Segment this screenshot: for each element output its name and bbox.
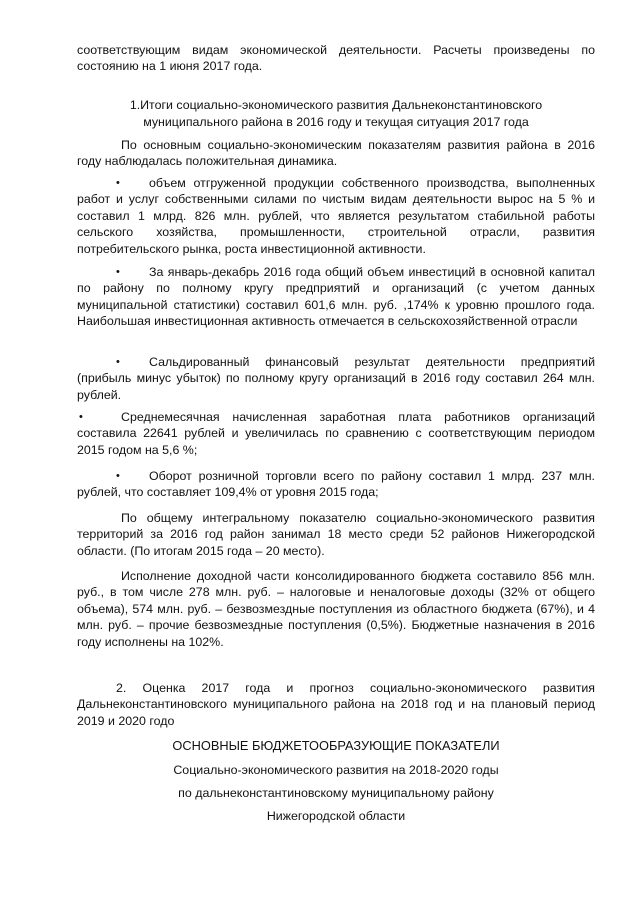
bullet-marker: • — [116, 266, 120, 278]
bullet-shipped-production: объем отгруженной продукции собственного производства, выполненных работ и услуг собственными силами по чистым видам деятельности вырос на 5 % и составил 1 млрд. 826 млн. рублей, что является результатом стабильной работы сельского хозяйства, промышленности, строительной отрасли, развития потребительского рынка, роста инвестиционной активности. — [77, 176, 595, 256]
indicators-subheading-line2: по дальнеконстантиновскому муниципальному району — [178, 786, 494, 800]
bullet-financial-result: Сальдированный финансовый результат деятельности предприятий (прибыль минус убыток) по полному кругу организаций в 2016 году составил 264 млн. рублей. — [77, 355, 595, 402]
bullet-investments: За январь-декабрь 2016 года общий объем инвестиций в основной капитал по району по полному кругу предприятий и организаций (с учетом данных муниципальной статистики) составил 601,6 млн. руб. ,174% к уровню прошлого года. Наибольшая инвестиционная активность отмечается в сельскохозяйственной отрасли — [77, 265, 595, 329]
indicators-heading: ОСНОВНЫЕ БЮДЖЕТООБРАЗУЮЩИЕ ПОКАЗАТЕЛИ — [172, 738, 500, 753]
section1-title-line1: 1.Итоги социально-экономического развития Дальнеконстантиновского — [129, 98, 543, 112]
indicators-subheading-line1: Социально-экономического развития на 2018-2020 годы — [173, 763, 499, 777]
bullet-marker: • — [116, 356, 120, 368]
bullet-average-salary: Среднемесячная начисленная заработная плата работников организаций составила 22641 рублей и увеличилась по сравнению с соответствующим периодом 2015 годом на 5,6 %; — [77, 410, 595, 457]
section1-title-line2: муниципального района в 2016 году и текущая ситуация 2017 года — [143, 115, 529, 129]
section1-intro-paragraph: По основным социально-экономическим показателям развития района в 2016 году наблюдалась положительная динамика. — [77, 138, 595, 169]
bullet-marker: • — [116, 470, 120, 482]
rank-paragraph: По общему интегральному показателю социально-экономического развития территорий за 2016 год район занимал 18 место среди 52 районов Нижегородской области. (По итогам 2015 года – 20 место). — [77, 511, 595, 558]
intro-paragraph: соответствующим видам экономической деятельности. Расчеты произведены по состоянию на 1 июня 2017 года. — [77, 43, 595, 74]
bullet-retail-turnover: Оборот розничной торговли всего по району составил 1 млрд. 237 млн. рублей, что составляет 109,4% от уровня 2015 года; — [77, 469, 595, 500]
budget-paragraph: Исполнение доходной части консолидированного бюджета составило 856 млн. руб., в том числе 278 млн. руб. – налоговые и неналоговые доходы (32% от общего объема), 574 млн. руб. – безвозмездные поступления из областного бюджета (67%), и 4 млн. руб. – прочие безвозмездные поступления (0,5%). Бюджетные назначения в 2016 году исполнены на 102%. — [77, 569, 595, 649]
indicators-subheading-line3: Нижегородской области — [266, 809, 406, 823]
bullet-marker: • — [79, 411, 83, 423]
bullet-marker: • — [116, 177, 120, 189]
section2-paragraph: 2. Оценка 2017 года и прогноз социально-экономического развития Дальнеконстантиновского муниципального района на 2018 год и на плановый период 2019 и 2020 годо — [77, 681, 595, 728]
